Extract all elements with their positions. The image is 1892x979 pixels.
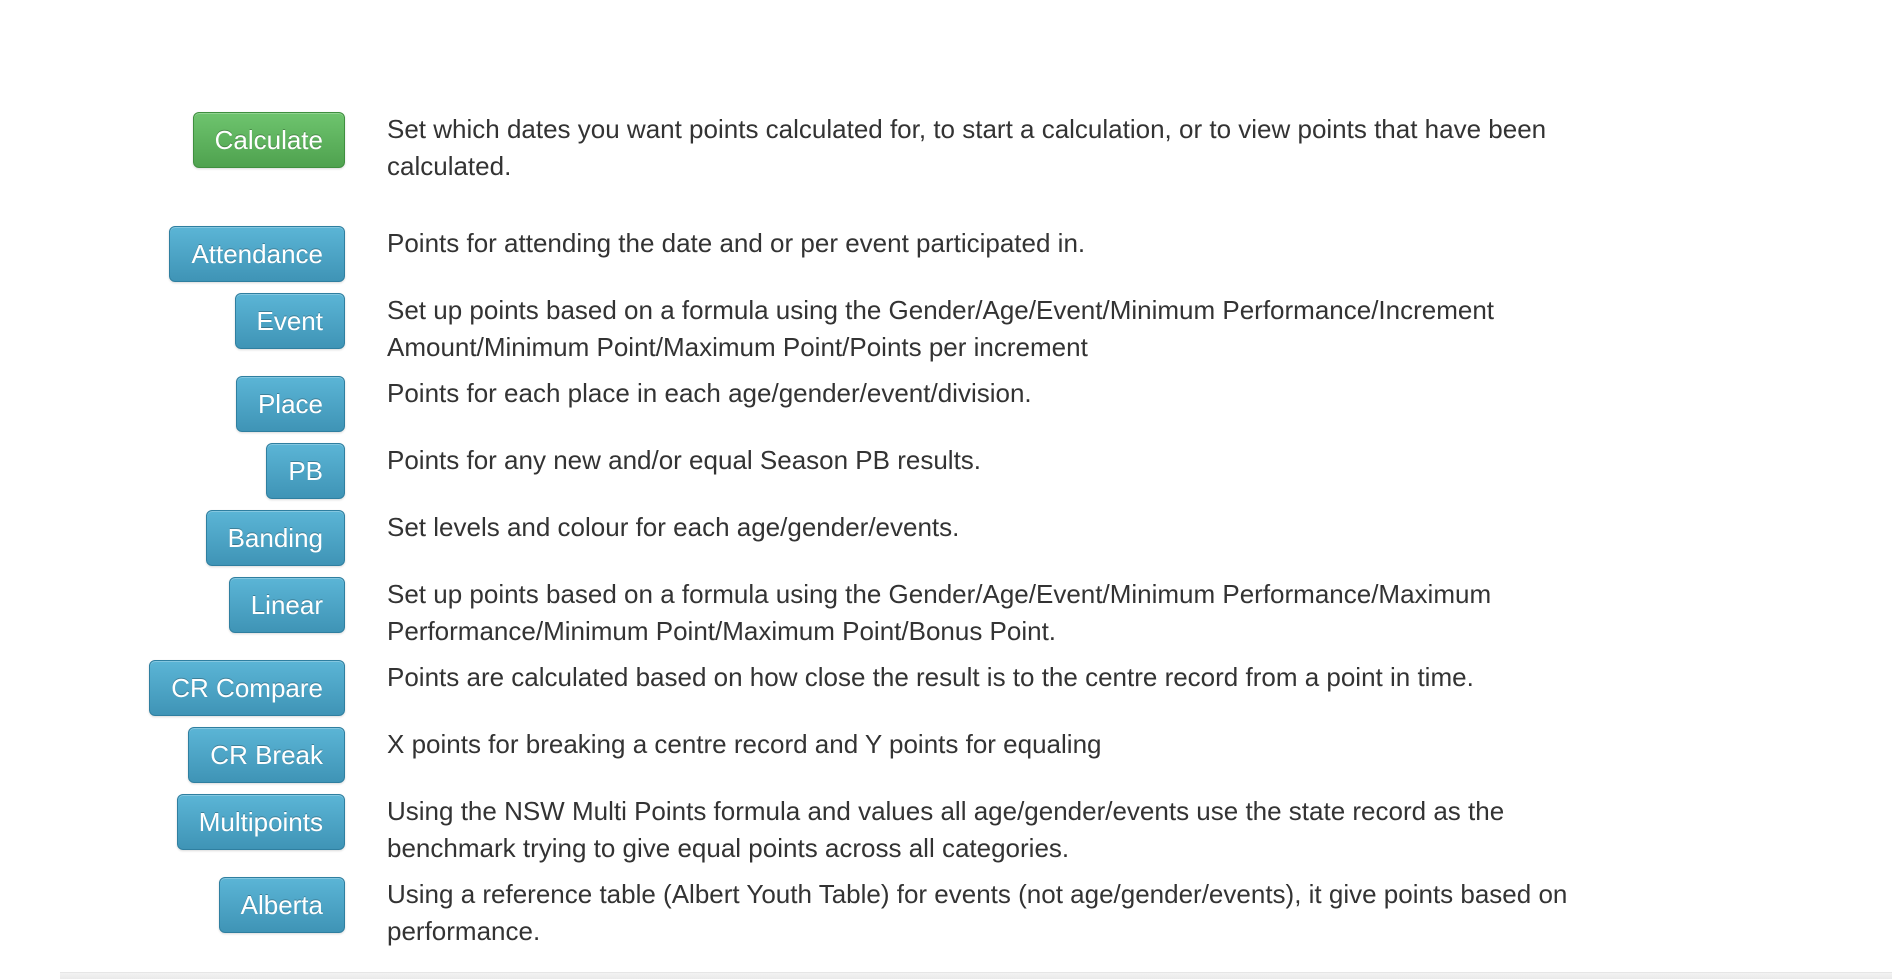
multipoints-description: Using the NSW Multi Points formula and values all age/gender/events use the state record as the benchmark trying to give equal points across all categories. <box>387 796 1505 863</box>
banding-description: Set levels and colour for each age/gender/events. <box>387 512 960 542</box>
linear-button[interactable]: Linear <box>229 577 345 633</box>
alberta-description: Using a reference table (Albert Youth Table) for events (not age/gender/events), it give points based on performance. <box>387 879 1568 946</box>
place-button[interactable]: Place <box>236 376 345 432</box>
cr-break-button[interactable]: CR Break <box>188 727 345 783</box>
event-button[interactable]: Event <box>235 293 346 349</box>
place-description: Points for each place in each age/gender/event/division. <box>387 378 1032 408</box>
linear-description: Set up points based on a formula using the Gender/Age/Event/Minimum Performance/Maximum Performance/Minimum Point/Maximum Point/Bonus Point. <box>387 579 1492 646</box>
cr-compare-button[interactable]: CR Compare <box>149 660 345 716</box>
cr-compare-description: Points are calculated based on how close the result is to the centre record from a point in time. <box>387 662 1474 692</box>
pb-description: Points for any new and/or equal Season PB results. <box>387 445 982 475</box>
calculate-description: Set which dates you want points calculated for, to start a calculation, or to view points that have been calculated. <box>387 114 1547 181</box>
attendance-button[interactable]: Attendance <box>169 226 345 282</box>
cr-break-description: X points for breaking a centre record and Y points for equaling <box>387 729 1102 759</box>
calculate-button[interactable]: Calculate <box>193 112 345 168</box>
alberta-button[interactable]: Alberta <box>219 877 345 933</box>
attendance-description: Points for attending the date and or per event participated in. <box>387 228 1086 258</box>
event-description: Set up points based on a formula using the Gender/Age/Event/Minimum Performance/Increment Amount/Minimum Point/Maximum Point/Points per increment <box>387 295 1495 362</box>
pb-button[interactable]: PB <box>266 443 345 499</box>
banding-button[interactable]: Banding <box>206 510 345 566</box>
multipoints-button[interactable]: Multipoints <box>177 794 345 850</box>
